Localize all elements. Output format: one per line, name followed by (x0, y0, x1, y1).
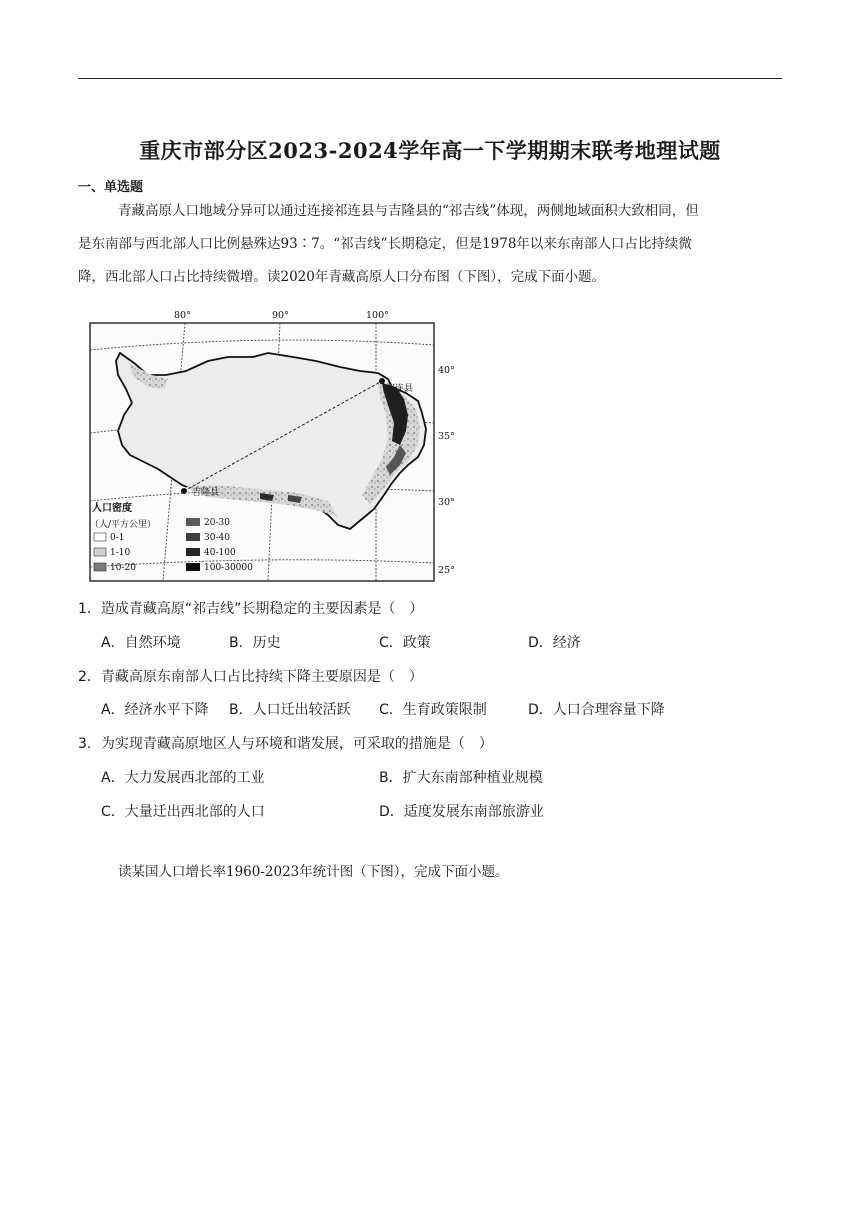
question-1-option-a[interactable]: A．自然环境 (101, 635, 181, 651)
jilong-point (181, 488, 187, 494)
legend-1-10: 1-10 (110, 548, 131, 558)
legend-30-40: 30-40 (204, 533, 230, 543)
legend-40-100: 40-100 (204, 548, 236, 558)
question-2-option-a[interactable]: A．经济水平下降 (101, 702, 209, 718)
question-3-option-a[interactable]: A．大力发展西北部的工业 (101, 770, 265, 786)
legend-unit: （人/平方公里） (90, 520, 157, 530)
lon-label-90: 90° (272, 310, 289, 321)
question-1-option-d[interactable]: D．经济 (528, 635, 581, 651)
lon-label-80: 80° (174, 310, 191, 321)
qilian-point (379, 378, 385, 384)
legend-10-20: 10-20 (110, 563, 136, 573)
question-3-option-d[interactable]: D．适度发展东南部旅游业 (379, 804, 544, 820)
lat-label-40: 40° (438, 365, 455, 376)
legend-0-1: 0-1 (110, 533, 125, 543)
intro-line-1: 青藏高原人口地域分异可以通过连接祁连县与吉隆县的“祁吉线”体现，两侧地域面积大致相同，但 (118, 203, 699, 219)
next-intro-line: 读某国人口增长率1960-2023年统计图（下图），完成下面小题。 (118, 864, 509, 880)
question-2-stem: 2．青藏高原东南部人口占比持续下降主要原因是（ ） (78, 669, 423, 685)
question-3-option-c[interactable]: C．大量迁出西北部的人口 (101, 804, 265, 820)
section-heading: 一、单选题 (78, 180, 144, 195)
lat-label-35: 35° (438, 431, 455, 442)
intro-line-3: 降，西北部人口占比持续微增。读2020年青藏高原人口分布图（下图），完成下面小题。 (78, 269, 606, 285)
legend-100-30000: 100-30000 (204, 563, 253, 573)
lon-label-100: 100° (366, 310, 389, 321)
question-3-option-b[interactable]: B．扩大东南部种植业规模 (379, 770, 543, 786)
lat-label-30: 30° (438, 497, 455, 508)
page-title: 重庆市部分区2023-2024学年高一下学期期末联考地理试题 (139, 138, 721, 163)
legend-20-30: 20-30 (204, 518, 230, 528)
question-1-option-c[interactable]: C．政策 (379, 635, 431, 651)
lat-label-25: 25° (438, 565, 455, 576)
intro-line-2: 是东南部与西北部人口比例悬殊达93∶7。“祁吉线”长期稳定，但是1978年以来东南部人口占比持续微 (78, 236, 692, 252)
jilong-label: 吉隆县 (192, 488, 220, 498)
question-1-option-b[interactable]: B．历史 (229, 635, 281, 651)
qilian-label: 祁连县 (386, 384, 414, 394)
legend-title: 人口密度 (92, 503, 132, 514)
population-map (88, 305, 468, 585)
question-3-stem: 3．为实现青藏高原地区人与环境和谐发展，可采取的措施是（ ） (78, 736, 493, 752)
question-2-option-d[interactable]: D．人口合理容量下降 (528, 702, 665, 718)
question-1-stem: 1．造成青藏高原“祁吉线”长期稳定的主要因素是（ ） (78, 601, 424, 617)
question-2-option-b[interactable]: B．人口迁出较活跃 (229, 702, 351, 718)
question-2-option-c[interactable]: C．生育政策限制 (379, 702, 487, 718)
header-rule (78, 78, 782, 79)
